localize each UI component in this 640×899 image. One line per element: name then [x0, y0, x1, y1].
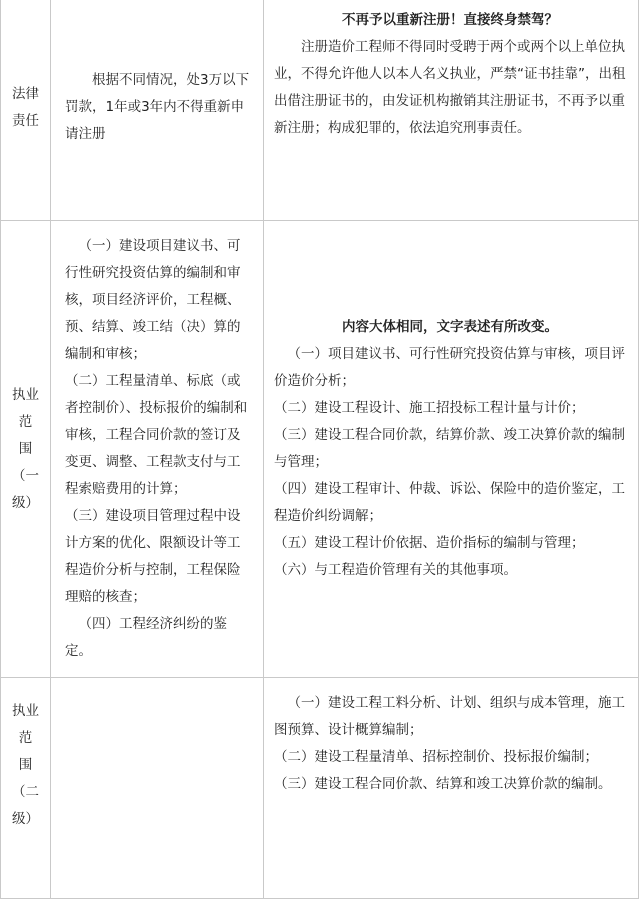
- table-row-scope-level-1: [1, 221, 639, 678]
- list-item: （三）建设工程合同价款、结算和竣工决算价款的编制。: [274, 776, 612, 792]
- list-item: （一）建设项目建议书、可行性研究投资估算的编制和审核，项目经济评价，工程概、预、结算、竣工结（决）算的编制和审核；: [65, 238, 241, 362]
- label-line: 执业: [12, 386, 39, 403]
- label-line: 责任: [12, 112, 39, 129]
- new-rule-cell: [264, 0, 639, 221]
- table-row-legal-liability: [1, 0, 639, 221]
- row-label-legal-liability: [1, 0, 51, 221]
- list-item: （三）建设项目管理过程中设计方案的优化、限额设计等工程造价分析与控制，工程保险理赔的核查；: [65, 508, 241, 605]
- new-rule-text: 注册造价工程师不得同时受聘于两个或两个以上单位执业，不得允许他人以本人名义执业，严禁“证书挂靠”，出租出借注册证书的，由发证机构撤销其注册证书，不再予以重新注册；构成犯罪的，依法追究刑事责任。: [274, 39, 626, 136]
- list-item: （四）工程经济纠纷的鉴定。: [65, 616, 227, 659]
- label-line: 范: [18, 730, 33, 746]
- label-line: （二: [12, 784, 39, 800]
- list-item: （二）建设工程量清单、招标控制价、投标报价编制；: [274, 749, 598, 765]
- list-item: （一）建设工程工料分析、计划、组织与成本管理，施工图预算、设计概算编制；: [274, 695, 625, 738]
- new-rule-title: 不再予以重新注册！直接终身禁驾？: [342, 12, 558, 28]
- label-line: 级）: [12, 811, 39, 827]
- list-item: （五）建设工程计价依据、造价指标的编制与管理；: [274, 535, 585, 551]
- list-item: （六）与工程造价管理有关的其他事项。: [274, 562, 517, 578]
- old-rule-text: 根据不同情况，处3万以下罚款，1年或3年内不得重新申请注册: [65, 72, 250, 142]
- list-item: （二）建设工程设计、施工招投标工程计量与计价；: [274, 400, 585, 416]
- row-label-scope-level-2: [1, 678, 51, 899]
- list-item: （三）建设工程合同价款，结算价款、竣工决算价款的编制与管理；: [274, 427, 625, 470]
- table-row-scope-level-2: [1, 678, 639, 899]
- label-line: 范: [18, 413, 33, 430]
- old-rule-cell: [51, 0, 264, 221]
- old-scope-cell: [51, 221, 264, 678]
- label-line: 级）: [12, 494, 39, 511]
- label-line: 围: [18, 440, 33, 457]
- row-label-scope-level-1: [1, 221, 51, 678]
- list-item: （四）建设工程审计、仲裁、诉讼、保险中的造价鉴定，工程造价纠纷调解；: [274, 481, 625, 524]
- label-line: 法律: [12, 85, 39, 102]
- label-line: （一: [12, 467, 39, 484]
- new-scope-title: 内容大体相同，文字表述有所改变。: [342, 319, 558, 335]
- list-item: （二）工程量清单、标底（或者控制价）、投标报价的编制和审核，工程合同价款的签订及变更、调整、工程款支付与工程索赔费用的计算；: [65, 373, 248, 497]
- label-line: 围: [18, 757, 33, 773]
- label-line: 执业: [12, 703, 39, 719]
- new-scope-cell: [264, 221, 639, 678]
- old-scope-level-2-cell: [51, 678, 264, 899]
- list-item: （一）项目建议书、可行性研究投资估算与审核，项目评价造价分析；: [274, 346, 625, 389]
- new-scope-level-2-cell: [264, 678, 639, 899]
